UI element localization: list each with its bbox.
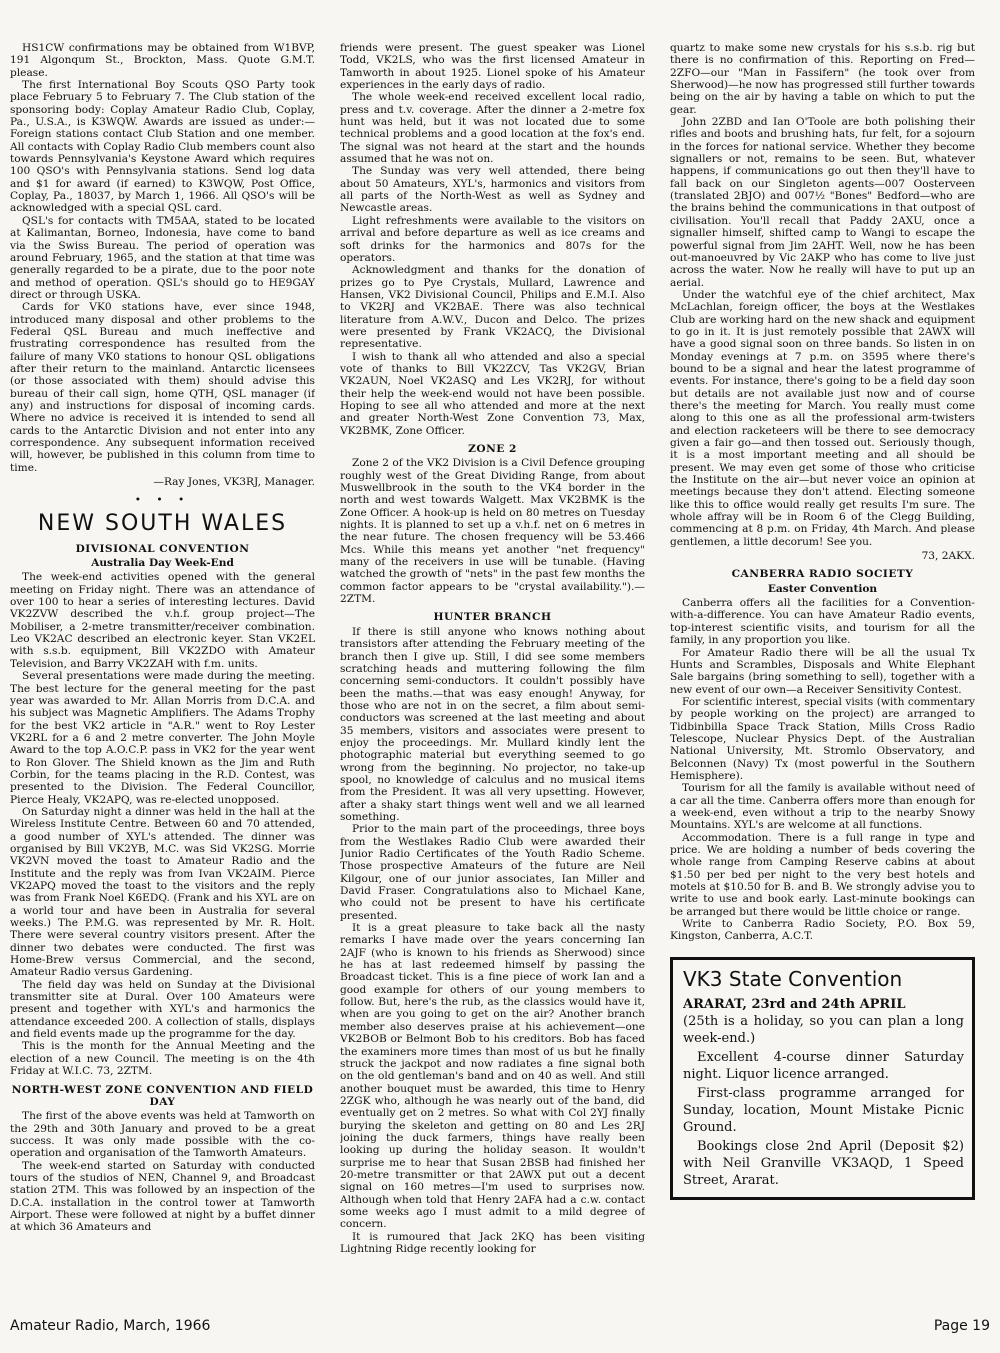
paragraph: Canberra offers all the facilities for a Convention-with-a-difference. You can have Amateur Radio events, top-interest scientific visits, and tourism for all the family, in any proportion you like. [670,597,975,647]
paragraph: Cards for VK0 stations have, ever since 1948, introduced many disposal and other problems to the Federal QSL Bureau and much ineffective and frustrating correspondence has resulted from the failure of many VK0 stations to honour QSL obligations after their return to the mainland. Antarctic licensees (or those associated with them) should advise this bureau of their call sign, home QTH, QSL manager (if any) and instructions for disposal of incoming cards. Where no advice is received it is intended to send all cards to the Antarctic Division and not enter into any correspondence. Any subsequent information received will, however, be published in this column from time to time. [10,301,315,474]
paragraph: quartz to make some new crystals for his s.s.b. rig but there is no confirmation of this. Reporting on Fred—2ZFO—our "Man in Fassifern" (he took over from Sherwood)—he now has progressed still further towards being on the air by having a table on which to put the gear. [670,42,975,116]
section-divider: • • • [134,494,191,507]
region-heading: NEW SOUTH WALES [37,510,288,536]
paragraph: Tourism for all the family is available without need of a car all the time. Canberra offers more than enough for a week-end, even without a trip to the nearby Snowy Mountains. XYL's are welcome at all functions. [670,782,975,832]
paragraph: The whole week-end received excellent local radio, press and t.v. coverage. After the dinner a 2-metre fox hunt was held, but it was not located due to some technical problems and a good location at the fox's end. The signal was not heard at the start and the hounds assumed that he was not on. [340,91,645,166]
paragraph: Prior to the main part of the proceedings, three boys from the Westlakes Radio Club were awarded their Junior Radio Certificates of the Youth Radio Scheme. Those prospective Amateurs of the future are Neil Kilgour, one of our junior associates, Ian Miller and David Fraser. Congratulations also to Michael Kane, who could not be present to have his certificate presented. [340,823,645,922]
paragraph: For Amateur Radio there will be all the usual Tx Hunts and Scrambles, Disposals and White Elephant Sale bargains (bring something to sell), together with a new event of our own—a Receiver Sensitivity Contest. [670,646,975,696]
advert-line: (25th is a holiday, so you can plan a long week-end.) [683,1013,964,1046]
page-footer [10,1318,990,1334]
section-heading: DIVISIONAL CONVENTION [75,542,250,555]
paragraph: Zone 2 of the VK2 Division is a Civil Defence grouping roughly west of the Great Dividing Range, from about Muswellbrook in the south to the VK4 border in the north and west towards Walgett. Max VK2BMK is the Zone Officer. A hook-up is held on 80 metres on Tuesday nights. It is planned to set up a v.h.f. net on 6 metres in the near future. The chosen frequency will be 53.466 Mcs. While this means yet another "net frequency" many of the receivers in use will be tunable. (Having watched the growth of "nets" in the past few months the common factor appears to be "crystal availability.").—2ZTM. [340,457,645,606]
paragraph: If there is still anyone who knows nothing about transistors after attending the February meeting of the branch then I give up. Still, I did see some members scratching heads and muttering following the film concerning semi-conductors. It couldn't possibly have been the maths.—that was easy enough! Anyway, for those who are not in on the secret, a film about semi-conductors was screened at the last meeting and about 35 members, visitors and associates were present to enjoy the proceedings. Mr. Mullard kindly lent the photographic material but everything seemed to go wrong from the beginning. No projector, no take-up spool, no knowledge of calculus and no musical items from the President. It was all very upsetting. However, after a shaky start things went well and we all learned something. [340,625,645,823]
paragraph: This is the month for the Annual Meeting and the election of a new Council. The meeting is on the 4th Friday at W.I.C. 73, 2ZTM. [10,1040,315,1078]
paragraph: HS1CW confirmations may be obtained from W1BVP, 191 Algonqum St., Brockton, Mass. Quote G.M.T. please. [10,42,315,79]
paragraph: It is rumoured that Jack 2KQ has been visiting Lightning Ridge recently looking for [340,1230,645,1255]
paragraph: Several presentations were made during the meeting. The best lecture for the general meeting for the past year was awarded to Mr. Allan Morris from D.C.A. and his subject was Magnetic Amplifiers. The Adams Trophy for the best VK2 article in "A.R." went to Roy Lester VK2RL for a 6 and 2 metre converter. The John Moyle Award to the top A.O.C.P. pass in VK2 for the year went to Ron Glover. The Shield known as the Jim and Ruth Corbin, for the teams placing in the R.D. Contest, was presented to the Division. The Federal Councillor, Pierce Healy, VK2APQ, was re-elected unopposed. [10,670,315,806]
signature: —Ray Jones, VK3RJ, Manager. [153,476,315,489]
column-1 [10,42,315,1312]
vk3-convention-advert [670,957,975,1200]
section-heading: CANBERRA RADIO SOCIETY [731,568,914,581]
paragraph: Write to Canberra Radio Society, P.O. Box 59, Kingston, Canberra, A.C.T. [670,918,975,943]
paragraph: It is a great pleasure to take back all the nasty remarks I have made over the years concerning Ian 2AJF (who is known to his friends as Sherwood) since he has at last redeemed himself by passing the Broadcast ticket. This is a fine piece of work Ian and a good example for others of our young members to follow. But, here's the rub, as the classics would have it, when are you going to get on the air? Another branch member also deserves praise at his achievement—one VK2BOB or Belmont Bob to his creditors. Bob has faced the examiners more times than most of us but he finally struck the jackpot and now radiates a fine signal both on the old gentleman's band and on 40 as well. And still another bouquet must be awarded, this time to Henry 2ZGK who, although he was nearly out of the band, did eventually get on 2 metres. So what with Col 2YJ finally burying the skeleton and getting on 80 and Les 2RJ joining the duck farmers, things have really been looking up during the holiday season. It wouldn't surprise me to hear that Susan 2BSB had finished her 20-metre transmitter or that 2AWX put out a decent signal on 160 metres—I'm used to surprises now. Although when told that Henry 2AFA had a c.w. contact some weeks ago I must admit to a mild degree of concern. [340,922,645,1231]
section-heading: ZONE 2 [468,443,517,455]
paragraph: The Sunday was very well attended, there being about 50 Amateurs, XYL's, harmonics and visitors from all parts of the North-West as well as Sydney and Newcastle areas. [340,165,645,215]
paragraph: The field day was held on Sunday at the Divisional transmitter site at Dural. Over 100 Amateurs were present and together with XYL's and harmonics the attendance exceeded 200. A collection of stalls, displays and field events made up the programme for the day. [10,978,315,1041]
column-3 [670,42,975,1312]
advert-subtitle: ARARAT, 23rd and 24th APRIL [683,996,906,1012]
section-heading: NORTH-WEST ZONE CONVENTION AND FIELD DAY [11,1083,314,1108]
paragraph: On Saturday night a dinner was held in the hall at the Wireless Institute Centre. Between 60 and 70 attended, a good number of XYL's attended. The dinner was organised by Bill VK2YB, M.C. was Sid VK2SG. Morrie VK2VN moved the toast to Amateur Radio and the Institute and the reply was from Ivan VK2AIM. Pierce VK2APQ moved the toast to the visitors and the reply was from Frank Noel K6EDQ. (Frank and his XYL are on a world tour and have been in Australia for several weeks.) The P.M.G. was represented by Mr. R. Holt. There were several country visitors present. After the dinner two debates were conducted. The first was Home-Brew versus Commercial, and the second, Amateur Radio versus Gardening. [10,805,315,979]
page-number: Page 19 [933,1318,990,1334]
publication-info: Amateur Radio, March, 1966 [10,1318,211,1334]
advert-line: First-class programme arranged for Sunday, location, Mount Mistake Picnic Ground. [683,1085,964,1135]
section-heading: HUNTER BRANCH [433,611,552,624]
paragraph: The week-end started on Saturday with conducted tours of the studios of NEN, Channel 9, and Broadcast station 2TM. This was followed by an inspection of the D.C.A. installation in the control tower at Tamworth Airport. These were followed at night by a buffet dinner at which 36 Amateurs and [10,1159,315,1234]
paragraph: The first International Boy Scouts QSO Party took place February 5 to February 7. The Club station of the sponsoring body: Coplay Amateur Radio Club, Coplay, Pa., U.S.A., is K3WQW. Awards are issued as under:— Foreign stations contact Club Station and one member. All contacts with Coplay Radio Club members count also towards Pennsylvania's Keystone Award which requires 100 QSO's with Pennsylvania stations. Send log data and $1 for award (if earned) to K3WQW, Post Office, Coplay, Pa., 18037, by March 1, 1966. All QSO's will be acknowledged with a special QSL card. [10,79,315,215]
signature: 73, 2AKX. [921,550,975,563]
paragraph: Accommodation. There is a full range in type and price. We are holding a number of beds covering the whole range from Camping Reserve cabins at about $1.50 per bed per night to the very best hotels and motels at $10.50 for B. and B. We strongly advise you to write to use and book early. Last-minute bookings can be arranged but there would be little choice or range. [670,831,975,918]
paragraph: Light refreshments were available to the visitors on arrival and before departure as well as ice creams and soft drinks for the harmonics and 807s for the operators. [340,214,645,264]
paragraph: The first of the above events was held at Tamworth on the 29th and 30th January and proved to be a great success. It was only made possible with the co-operation and organisation of the Tamworth Amateurs. [10,1110,315,1160]
paragraph: Acknowledgment and thanks for the donation of prizes go to Pye Crystals, Mullard, Lawrence and Hansen, VK2 Divisional Council, Philips and E.M.I. Also to VK2RJ and VK2BAE. There was also technical literature from A.W.V., Ducon and Delco. The prizes were presented by Frank VK2ACQ, the Divisional representative. [340,264,645,351]
column-2 [340,42,645,1312]
advert-line: Bookings close 2nd April (Deposit $2) with Neil Granville VK3AQD, 1 Speed Street, Ararat. [683,1138,964,1188]
advert-title: VK3 State Convention [683,966,903,991]
section-subheading: Australia Day Week-End [91,557,234,570]
paragraph: For scientific interest, special visits (with commentary by people working on the project) are arranged to Tidbinbilla Space Track Station, Mills Cross Radio Telescope, Nuclear Physics Dept. of the Australian National University, Mt. Stromlo Observatory, and Belconnen (Navy) Tx (most powerful in the Southern Hemisphere). [670,695,975,782]
paragraph: The week-end activities opened with the general meeting on Friday night. There was an attendance of over 100 to hear a series of interesting lectures. David VK2ZVW described the v.h.f. group project—The Mobiliser, a 2-metre transmitter/receiver combination. Leo VK2AC described an electronic keyer. Stan VK2EL with s.s.b. equipment, Bill VK2ZDO with Amateur Television, and Barry VK2ZAH with f.m. units. [10,571,315,670]
paragraph: QSL's for contacts with TM5AA, stated to be located at Kalimantan, Borneo, Indonesia, have come to band via the Swiss Bureau. The period of operation was around February, 1965, and the station at that time was generally regarded to be a pirate, due to the poor note and method of operation. QSL's should go to HE9GAY direct or through USKA. [10,214,315,301]
paragraph: friends were present. The guest speaker was Lionel Todd, VK2LS, who was the first licensed Amateur in Tamworth in about 1925. Lionel spoke of his Amateur experiences in the early days of radio. [340,42,645,92]
section-subheading: Easter Convention [767,582,878,595]
advert-line: Excellent 4-course dinner Saturday night. Liquor licence arranged. [683,1049,964,1082]
paragraph: John 2ZBD and Ian O'Toole are both polishing their rifles and boots and brushing hats, fur felt, for a sojourn in the forces for national service. Whether they become signallers or not, remains to be seen. But, whatever happens, if communications go out then they'll have to fall back on our Singleton agents—007 Oosterveen (translated 2BJO) and 007½ "Bones" Bedford—who are the brains behind the communications in that outpost of civilisation. You'll recall that Paddy 2AXU, once a signaller himself, shifted camp to Wangi to escape the powerful signal from Jim 2AHT. Well, now he has been out-manoeuvred by Vic 2AKP who has come to live just across the water. Now he really will have to put up an aerial. [670,116,975,289]
paragraph: Under the watchful eye of the chief architect, Max McLachlan, foreign officer, the boys at the Westlakes Club are working hard on the new shack and equipment to go in it. It is just remotely possible that 2AWX will have a good signal soon on three bands. So listen in on Monday evenings at 7 p.m. on 3595 where there's bound to be a signal and hear the latest programme of events. For instance, there's going to be a field day soon but details are not available just now and of course there's the meeting for March. You really must come along to this one as all the professional arm-twisters and election racketeers will be there to see democracy given a fair go—and then tossed out. Seriously though, it is a most important meeting and all should be present. We may even get some of those who criticise the Institute on the air—but never voice an opinion at meetings because they don't attend. Electing someone like this to office would really get results I'm sure. The whole affray will be in Room 6 of the Clegg Building, commencing at 8 p.m. on Friday, 4th March. And please gentlemen, a little decorum! See you. [670,288,975,548]
paragraph: I wish to thank all who attended and also a special vote of thanks to Bill VK2ZCV, Tas VK2GV, Brian VK2AUN, Noel VK2ASQ and Les VK2RJ, for without their help the week-end would not have been possible. Hoping to see all who attended and more at the next and greater North-West Zone Convention 73, Max, VK2BMK, Zone Officer. [340,350,645,437]
